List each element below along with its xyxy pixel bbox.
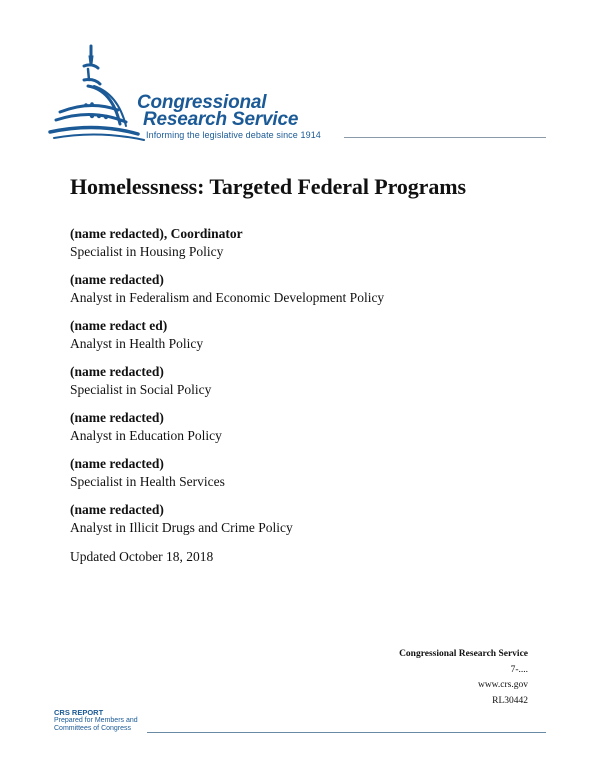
- author-entry: [70, 410, 550, 445]
- author-entry: [70, 318, 550, 353]
- footer-line1: CRS REPORT: [54, 708, 104, 717]
- author-name: (name redacted): [70, 272, 164, 287]
- author-name: (name redacted), Coordinator: [70, 226, 243, 241]
- footer-report-label: [54, 709, 138, 733]
- author-name: (name redact ed): [70, 318, 168, 333]
- author-entry: [70, 226, 550, 261]
- author-name: (name redacted): [70, 410, 164, 425]
- author-entry: [70, 272, 550, 307]
- author-role: Analyst in Illicit Drugs and Crime Policy: [70, 520, 293, 535]
- report-number: RL30442: [492, 695, 528, 706]
- crs-website-link[interactable]: www.crs.gov: [477, 680, 528, 690]
- author-role: Specialist in Health Services: [70, 474, 225, 489]
- crs-phone: 7-....: [510, 664, 528, 675]
- org-name-line1: Congressional: [137, 92, 267, 113]
- footer-line2: Prepared for Members and: [54, 717, 138, 724]
- author-entry: [70, 502, 550, 537]
- crs-org-name: Congressional Research Service: [399, 649, 528, 659]
- footer-line3: Committees of Congress: [54, 725, 132, 732]
- author-role: Specialist in Social Policy: [70, 382, 212, 397]
- author-name: (name redacted): [70, 364, 164, 379]
- author-entry: [70, 456, 550, 491]
- author-name: (name redacted): [70, 502, 164, 517]
- author-role: Analyst in Education Policy: [70, 428, 222, 443]
- tagline: Informing the legislative debate since 1914: [146, 130, 321, 140]
- org-name-line2: Research Service: [143, 109, 299, 130]
- author-list: [70, 226, 550, 566]
- org-logo-text: [137, 94, 298, 128]
- author-role: Analyst in Health Policy: [70, 336, 204, 351]
- footer-divider: [147, 732, 546, 733]
- author-entry: [70, 364, 550, 399]
- crs-info-block: [399, 647, 528, 709]
- author-role: Specialist in Housing Policy: [70, 244, 224, 259]
- author-role: Analyst in Federalism and Economic Development Policy: [70, 290, 385, 305]
- author-name: (name redacted): [70, 456, 164, 471]
- updated-date: Updated October 18, 2018: [70, 549, 214, 564]
- header-divider: [344, 137, 546, 138]
- document-title: Homelessness: Targeted Federal Programs: [70, 174, 466, 199]
